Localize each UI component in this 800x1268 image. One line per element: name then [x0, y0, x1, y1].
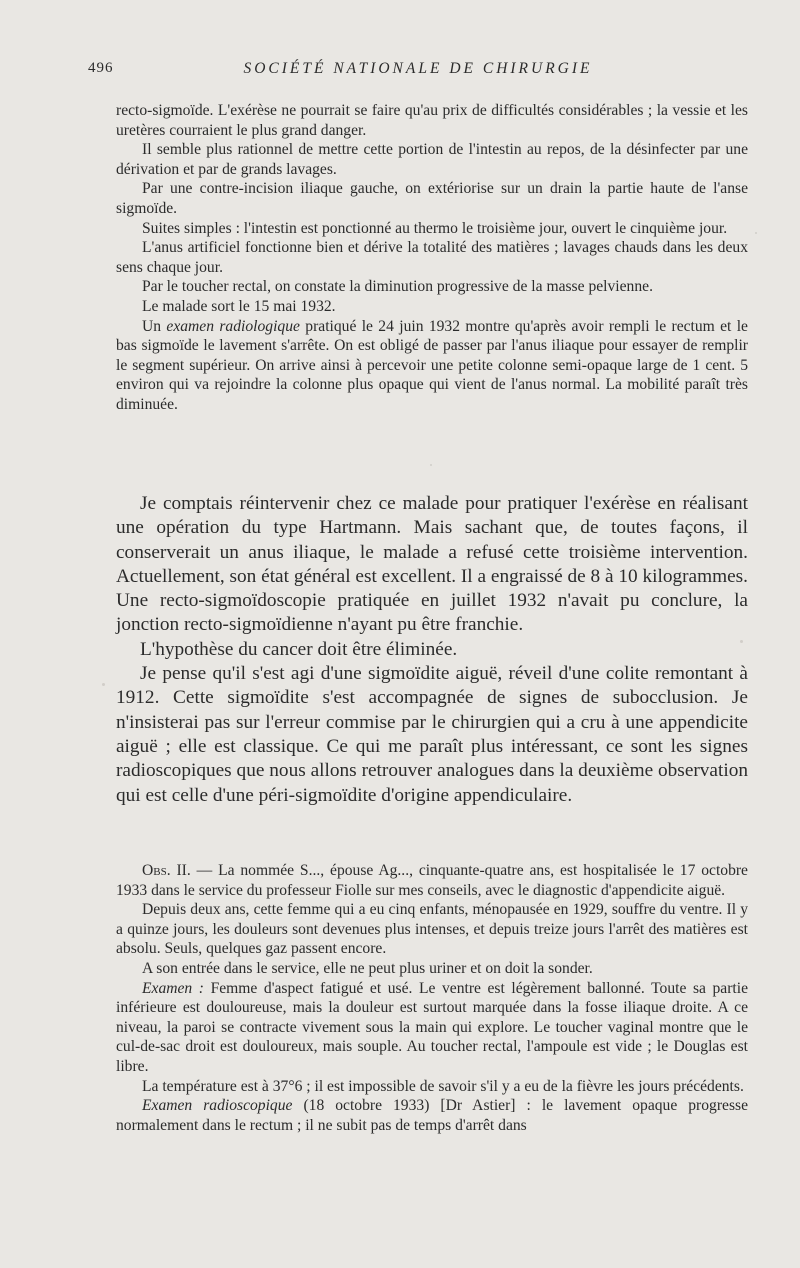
commentary-text [116, 492, 748, 808]
print-speck [755, 232, 757, 234]
page-number: 496 [88, 60, 114, 76]
paragraph: Je comptais réintervenir chez ce malade pour pratiquer l'exérèse en réalisant une opération du type Hartmann. Mais sachant que, de toutes façons, il conserverait un anus iliaque, le malade a refusé cette troisième intervention. Actuellement, son état général est excellent. Il a engraissé de 8 à 10 kilogrammes. Une recto-sigmoïdoscopie pratiquée en juillet 1932 n'avait pu conclure, la jonction recto-sigmoïdienne n'ayant pu être franchie. [116, 493, 748, 636]
text-run: Femme d'aspect fatigué et usé. Le ventre est légèrement ballonné. Toute sa partie inférieure est douloureuse, mais la douleur est surtout marquée dans la fosse iliaque droite. A ce niveau, la paroi se contracte vivement sous la main qui explore. Le toucher vaginal montre que le cul-de-sac droit est douloureux, mais souple. Au toucher rectal, l'ampoule est vide ; le Douglas est libre. [116, 979, 748, 1075]
paragraph: Par le toucher rectal, on constate la diminution progressive de la masse pelvienne. [142, 278, 653, 296]
paragraph: L'hypothèse du cancer doit être éliminée. [140, 638, 458, 660]
text-run: — La nommée S..., épouse Ag..., cinquante-quatre ans, est hospitalisée le 17 octobre 1933 dans le service du professeur Fiolle sur mes conseils, avec le diagnostic d'appendicite aiguë. [116, 862, 748, 899]
paragraph: Depuis deux ans, cette femme qui a eu cinq enfants, ménopausée en 1929, souffre du ventre. Il y a quinze jours, les douleurs sont devenues plus intenses, et depuis treize jours l'arrêt des matières est absolu. Seuls, quelques gaz passent encore. [116, 901, 748, 958]
paragraph [116, 979, 748, 1077]
text-run: (18 octobre 1933) [Dr Astier] : le lavement opaque progresse normalement dans le rectum ; il ne subit pas de temps d'arrêt dans [116, 1097, 749, 1134]
running-title: SOCIÉTÉ NATIONALE DE CHIRURGIE [243, 60, 593, 77]
italic-term: examen radiologique [166, 317, 300, 335]
print-speck [102, 683, 105, 686]
paragraph: Par une contre-incision iliaque gauche, on extériorise sur un drain la partie haute de l'anse sigmoïde. [116, 180, 748, 217]
paragraph [116, 1096, 748, 1135]
paragraph: Suites simples : l'intestin est ponctionné au thermo le troisième jour, ouvert le cinquième jour. [142, 219, 728, 237]
paragraph: Il semble plus rationnel de mettre cette portion de l'intestin au repos, de la désinfecter par une dérivation et par de grands lavages. [116, 141, 748, 178]
page-header [88, 60, 748, 84]
paragraph: L'anus artificiel fonctionne bien et dérive la totalité des matières ; lavages chauds dans les deux sens chaque jour. [116, 239, 748, 276]
italic-term: Examen : [142, 979, 204, 997]
observation-label: Obs. II. [142, 862, 191, 879]
paragraph: A son entrée dans le service, elle ne peut plus uriner et on doit la sonder. [142, 959, 593, 977]
text-run: pratiqué le 24 juin 1932 montre qu'après avoir rempli le rectum et le bas sigmoïde le lavement s'arrête. On est obligé de passer par l'anus iliaque pour essayer de remplir le segment supérieur. On arrive ainsi à percevoir une petite colonne semi-opaque large de 1 cent. 5 environ qui va rejoindre la colonne plus opaque qui vient de l'anus normal. La mobilité paraît très diminuée. [116, 317, 748, 413]
paragraph [116, 861, 748, 900]
paragraph: La température est à 37°6 ; il est impossible de savoir s'il y a eu de la fièvre les jours précédents. [142, 1077, 744, 1095]
case-one-text [116, 101, 748, 415]
text-run: Un [142, 317, 162, 335]
print-speck [740, 640, 743, 643]
paragraph [116, 317, 748, 415]
print-speck [430, 464, 432, 466]
case-two-text [116, 861, 748, 1135]
paragraph: recto-sigmoïde. L'exérèse ne pourrait se faire qu'au prix de difficultés considérables ; la vessie et les uretères courraient le plus grand danger. [116, 102, 748, 139]
paragraph: Le malade sort le 15 mai 1932. [142, 297, 336, 315]
paragraph: Je pense qu'il s'est agi d'une sigmoïdite aiguë, réveil d'une colite remontant à 1912. Cette sigmoïdite s'est accompagnée de signes de subocclusion. Je n'insisterai pas sur l'erreur commise par le chirurgien qui a cru à une appendicite aiguë ; elle est classique. Ce qui me paraît plus intéressant, ce sont les signes radioscopiques que nous allons retrouver analogues dans la deuxième observation qui est celle d'une péri-sigmoïdite d'origine appendiculaire. [116, 663, 748, 806]
italic-term: Examen radioscopique [142, 1097, 293, 1115]
